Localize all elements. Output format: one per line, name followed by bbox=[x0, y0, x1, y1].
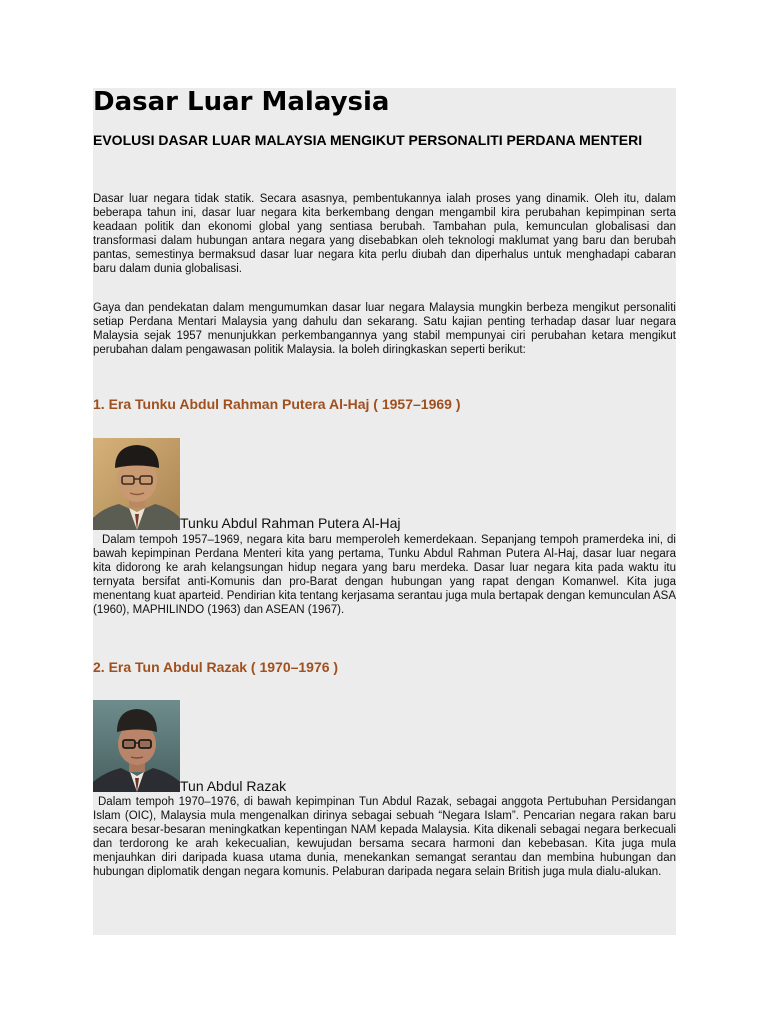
document-page bbox=[93, 88, 676, 935]
intro-paragraph: Dasar luar negara tidak statik. Secara asasnya, pembentukannya ialah proses yang dinamik. Oleh itu, dalam beberapa tahun ini, dasar luar negara kita berkembang dengan mengambil kira perubahan kepimpinan serta keadaan politik dan ekonomi global yang sentiasa berubah. Tambahan pula, kemunculan globalisasi dan transformasi dalam hubungan antara negara yang disebabkan oleh teknologi maklumat yang baru dan berubah pantas, semestinya bermaksud dasar luar negara kita perlu diubah dan diperhalus untuk menghadapi cabaran baru dalam dunia globalisasi. bbox=[93, 193, 676, 275]
section-heading-tunku: 1. Era Tunku Abdul Rahman Putera Al-Haj ( 1957–1969 ) bbox=[93, 396, 461, 412]
document-subtitle: EVOLUSI DASAR LUAR MALAYSIA MENGIKUT PERSONALITI PERDANA MENTERI bbox=[93, 132, 643, 148]
section-heading-razak: 2. Era Tun Abdul Razak ( 1970–1976 ) bbox=[93, 659, 339, 675]
page-title: Dasar Luar Malaysia bbox=[93, 88, 390, 117]
portrait-caption-razak: Tun Abdul Razak bbox=[180, 778, 287, 794]
section-body-razak: Dalam tempoh 1970–1976, di bawah kepimpinan Tun Abdul Razak, sebagai anggota Pertubuhan Persidangan Islam (OIC), Malaysia mula mengenalkan dirinya sebagai sebuah “Negara Islam”. Pencarian negara rakan baru secara besar-besaran meningkatkan kepentingan NAM kepada Malaysia. Kita dikenali sebagai negara berkecuali dan terdorong ke arah kekecualian, kewujudan bersama secara harmoni dan kebebasan. Kita juga mula menjauhkan diri daripada kuasa utama dunia, menekankan semangat serantau dan membina hubungan dan hubungan diplomatik dengan negara komunis. Pelaburan daripada negara selain British juga mula dialu-alukan. bbox=[93, 796, 676, 878]
intro-paragraph: Gaya dan pendekatan dalam mengumumkan dasar luar negara Malaysia mungkin berbeza mengikut personaliti setiap Perdana Mentari Malaysia yang dahulu dan sekarang. Satu kajian penting terhadap dasar luar negara Malaysia sejak 1957 menunjukkan perkembangannya yang stabil mempunyai ciri perubahan ketara mengikut perubahan dalam pengawasan politik Malaysia. Ia boleh diringkaskan seperti berikut: bbox=[93, 302, 676, 356]
portrait-caption-tunku: Tunku Abdul Rahman Putera Al-Haj bbox=[180, 515, 401, 531]
portrait-tun-abdul-razak bbox=[93, 700, 180, 792]
portrait-tunku-abdul-rahman bbox=[93, 438, 180, 530]
section-body-tunku: Dalam tempoh 1957–1969, negara kita baru memperoleh kemerdekaan. Sepanjang tempoh pramerdeka ini, di bawah kepimpinan Perdana Menteri kita yang pertama, Tunku Abdul Rahman Putera Al-Haj, dasar luar negara kita didorong ke arah kelangsungan hidup negara yang baru merdeka. Dasar luar negara kita pada waktu itu ternyata bersifat anti-Komunis dan pro-Barat dengan hubungan yang rapat dengan Komanwel. Kita juga menentang kuat aparteid. Pendirian kita tentang kerjasama serantau juga mula bertapak dengan kemunculan ASA (1960), MAPHILINDO (1963) dan ASEAN (1967). bbox=[93, 534, 676, 616]
